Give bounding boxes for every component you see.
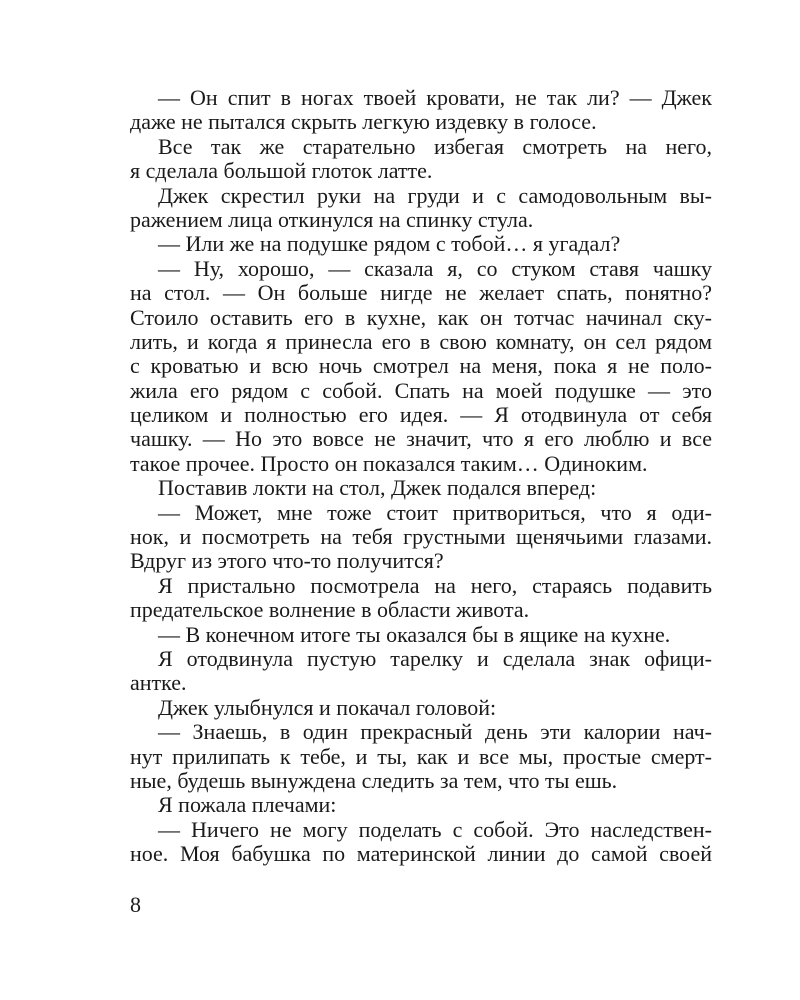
body-text [130, 86, 712, 867]
text-line: — Или же на подушке рядом с тобой… я угадал? [158, 231, 621, 257]
text-line: — В конечном итоге ты оказался бы в ящике на кухне. [158, 621, 671, 647]
text-line: Я пожала плечами: [158, 792, 337, 818]
text-line: Все так же старательно избегая смотреть на него, [158, 133, 712, 159]
text-line: Джек улыбнулся и покачал головой: [158, 694, 497, 720]
text-line: даже не пытался скрыть легкую издевку в голосе. [130, 109, 597, 135]
text-line: жила его рядом с собой. Спать на моей подушке — это [130, 377, 712, 403]
text-line: Стоило оставить его в кухне, как он тотчас начинал ску- [130, 304, 712, 330]
text-line: ные, будешь вынуждена следить за тем, что ты ешь. [130, 767, 618, 793]
text-line: я сделала большой глоток латте. [130, 158, 433, 184]
text-line: нок, и посмотреть на тебя грустными щенячьими глазами. [130, 524, 712, 550]
text-line: Я пристально посмотрела на него, стараясь подавить [158, 572, 712, 598]
text-line: лить, и когда я принесла его в свою комнату, он сел рядом [130, 328, 712, 354]
text-line: — Ничего не могу поделать с собой. Это наследствен- [158, 816, 712, 842]
text-line: нут прилипать к тебе, и ты, как и все мы, простые смерт- [130, 743, 712, 769]
text-line: предательское волнение в области живота. [130, 597, 530, 623]
text-line: чашку. — Но это вовсе не значит, что я его люблю и все [130, 426, 712, 452]
text-line: целиком и полностью его идея. — Я отодвинула от себя [130, 402, 712, 428]
text-line: ражением лица откинулся на спинку стула. [130, 206, 534, 232]
text-line: Вдруг из этого что-то получится? [130, 548, 444, 574]
text-line: антке. [130, 670, 187, 696]
text-line: — Знаешь, в один прекрасный день эти калории нач- [158, 719, 712, 745]
text-line: — Ну, хорошо, — сказала я, со стуком ставя чашку [158, 255, 712, 281]
text-line: ное. Моя бабушка по материнской линии до самой своей [130, 841, 712, 867]
page-number: 8 [130, 892, 141, 917]
text-line: Я отодвинула пустую тарелку и сделала знак офици- [158, 645, 712, 671]
text-line: с кроватью и всю ночь смотрел на меня, пока я не поло- [130, 353, 712, 379]
text-line: — Он спит в ногах твоей кровати, не так ли? — Джек [158, 85, 712, 110]
text-line: такое прочее. Просто он показался таким… Одиноким. [130, 450, 648, 476]
text-line: Поставив локти на стол, Джек подался вперед: [158, 475, 597, 501]
text-line: — Может, мне тоже стоит притвориться, что я оди- [158, 499, 712, 525]
text-line: Джек скрестил руки на груди и с самодовольным вы- [158, 182, 712, 208]
text-line: на стол. — Он больше нигде не желает спать, понятно? [130, 280, 712, 306]
